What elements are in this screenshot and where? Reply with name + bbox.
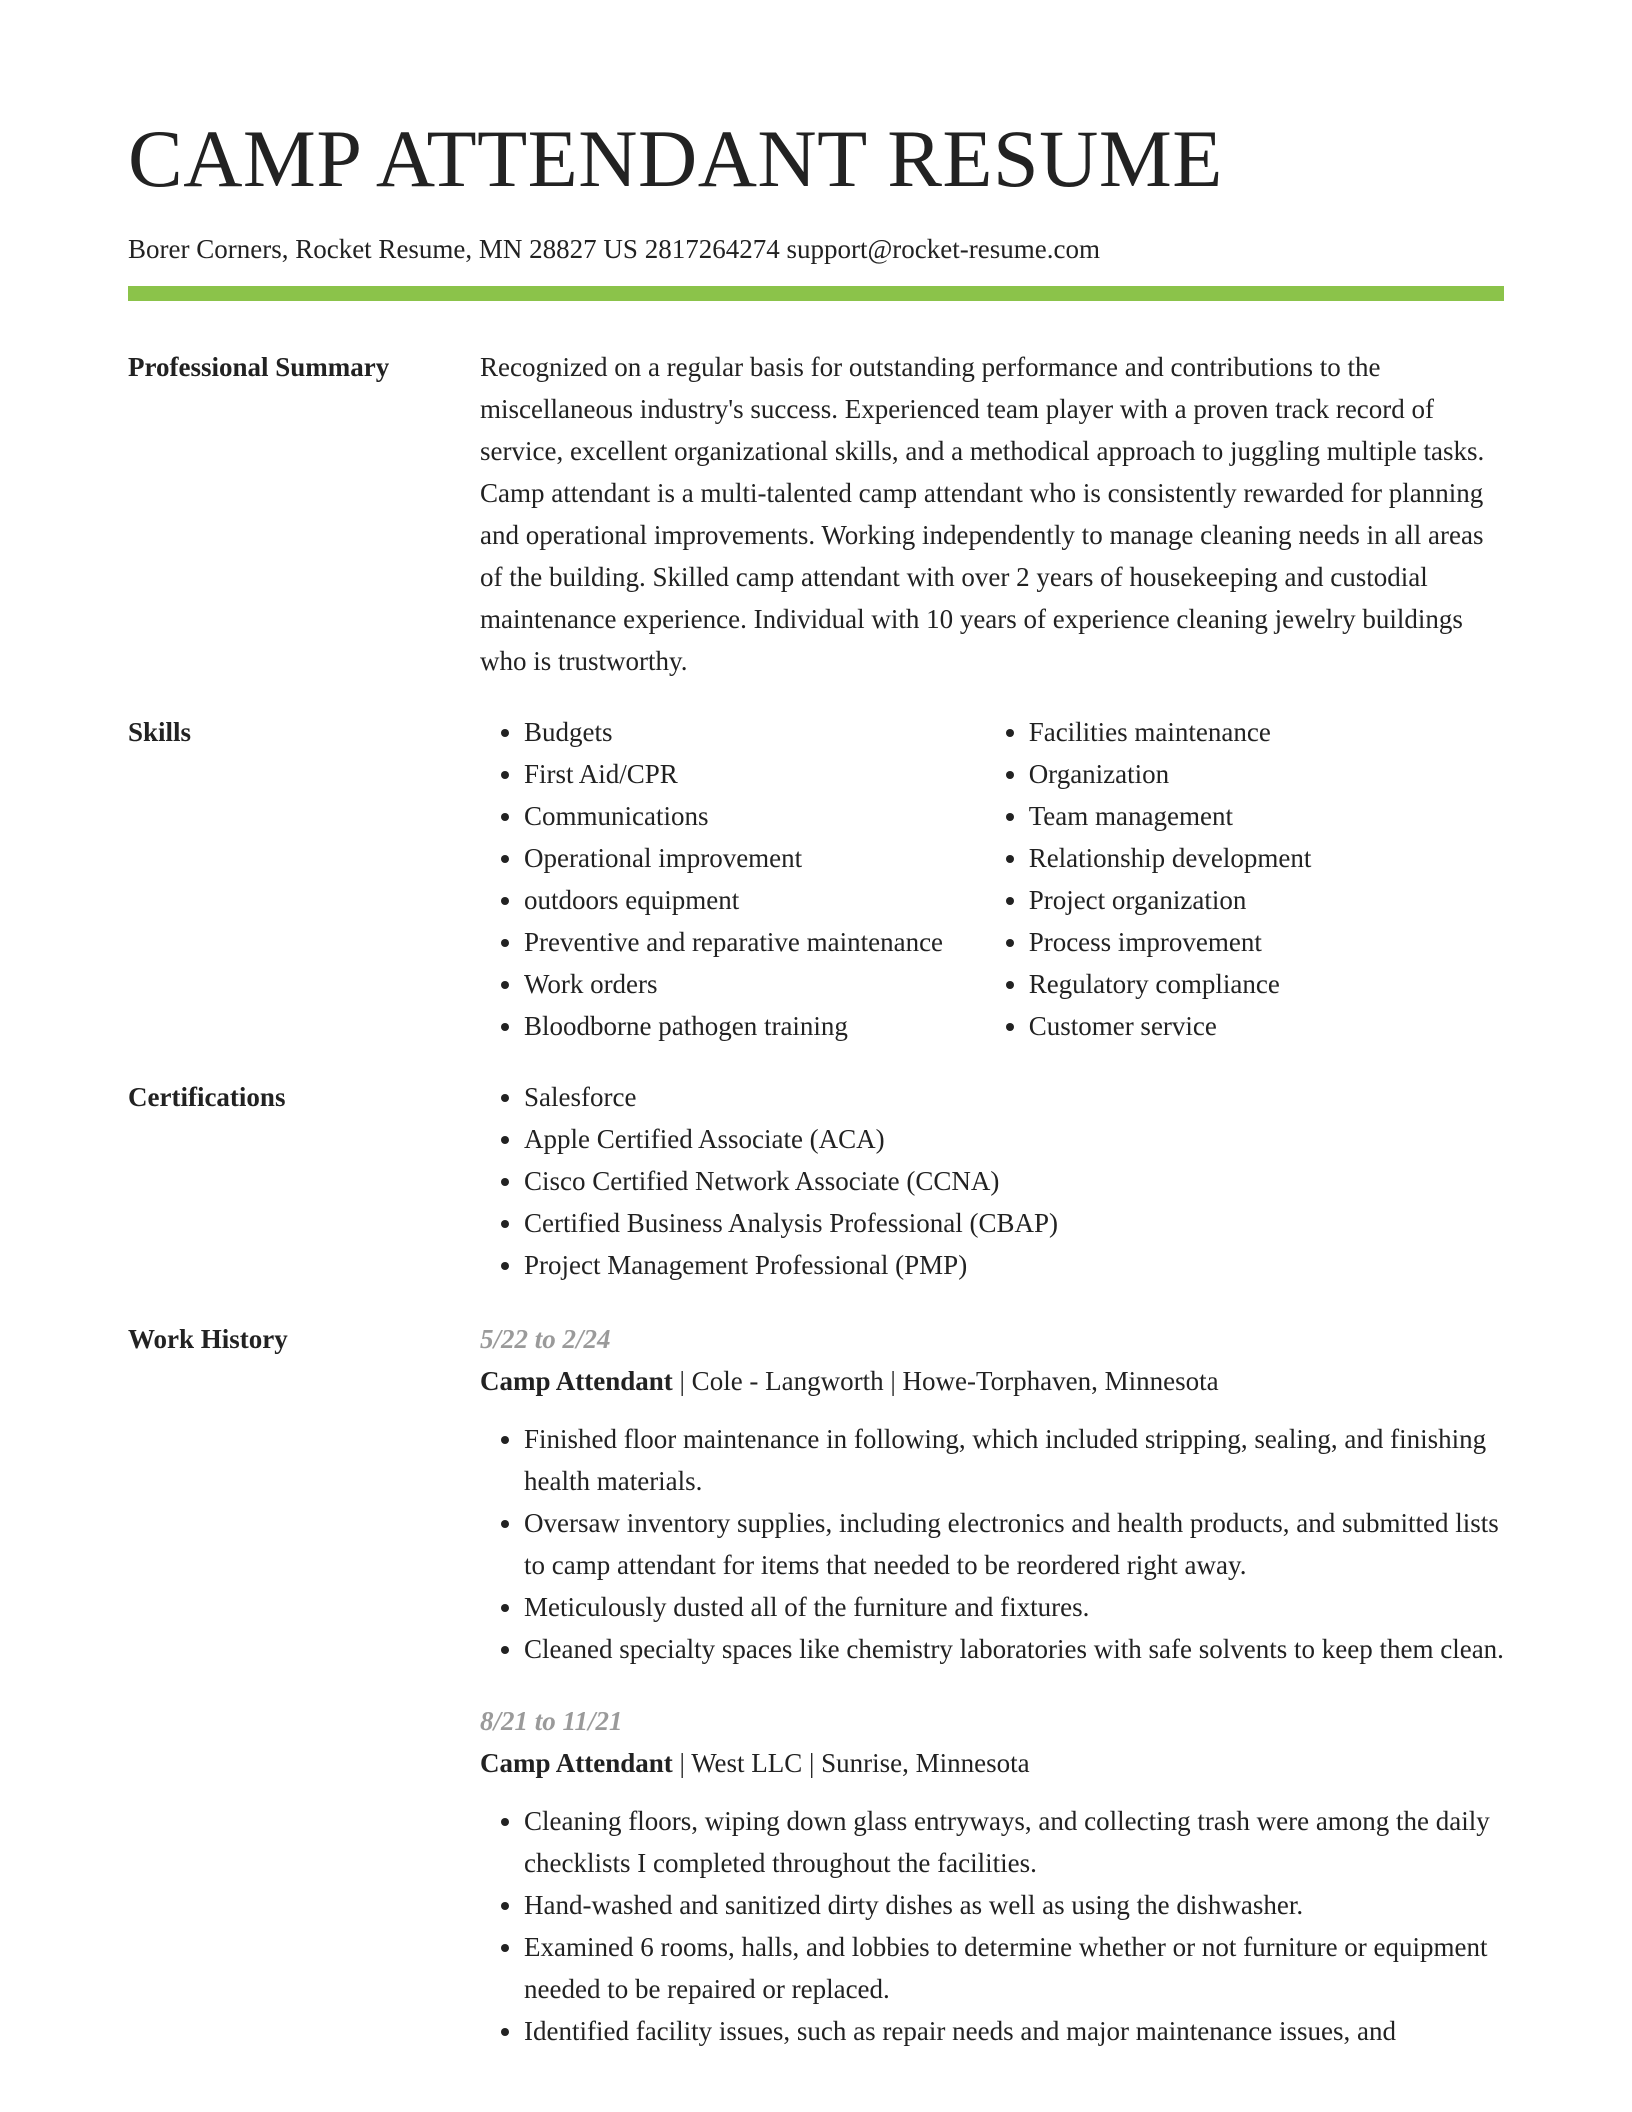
certifications-body bbox=[480, 1076, 1504, 1286]
skill-item: • First Aid/CPR bbox=[524, 753, 985, 795]
certification-item: • Salesforce bbox=[524, 1076, 1504, 1118]
summary-label: Professional Summary bbox=[128, 352, 390, 382]
skill-item: • Operational improvement bbox=[524, 837, 985, 879]
resume-title: CAMP ATTENDANT RESUME bbox=[128, 113, 1223, 204]
job-heading bbox=[480, 1742, 1504, 1784]
job-dates: 5/22 to 2/24 bbox=[480, 1324, 611, 1354]
certification-item: • Cisco Certified Network Associate (CCNA) bbox=[524, 1160, 1504, 1202]
skill-item: • Process improvement bbox=[1029, 921, 1504, 963]
job-bullets bbox=[480, 1418, 1504, 1670]
skill-item: • Customer service bbox=[1029, 1005, 1504, 1047]
skills-list-left bbox=[480, 711, 985, 1047]
skill-item: • Organization bbox=[1029, 753, 1504, 795]
job-entry bbox=[480, 1700, 1504, 2052]
job-bullet: • Meticulously dusted all of the furniture and fixtures. bbox=[524, 1586, 1504, 1628]
job-bullet: • Oversaw inventory supplies, including electronics and health products, and submitted lists to camp attendant for items that needed to be reordered right away. bbox=[524, 1502, 1504, 1586]
skill-item: • Preventive and reparative maintenance bbox=[524, 921, 985, 963]
job-bullets bbox=[480, 1800, 1504, 2052]
accent-divider bbox=[128, 286, 1504, 301]
job-title: Camp Attendant bbox=[480, 1366, 673, 1396]
skill-item: • Relationship development bbox=[1029, 837, 1504, 879]
job-entry bbox=[480, 1318, 1504, 1670]
job-bullet: • Examined 6 rooms, halls, and lobbies to determine whether or not furniture or equipment needed to be repaired or replaced. bbox=[524, 1926, 1504, 2010]
job-dates: 8/21 to 11/21 bbox=[480, 1706, 623, 1736]
job-details: | West LLC | Sunrise, Minnesota bbox=[672, 1748, 1030, 1778]
skills-label: Skills bbox=[128, 717, 192, 747]
work-history-label: Work History bbox=[128, 1324, 288, 1354]
job-details: | Cole - Langworth | Howe-Torphaven, Minnesota bbox=[672, 1366, 1219, 1396]
work-history-body bbox=[480, 1318, 1504, 2082]
job-bullet: • Cleaning floors, wiping down glass entryways, and collecting trash were among the daily checklists I completed throughout the facilities. bbox=[524, 1800, 1504, 1884]
summary-body bbox=[480, 346, 1504, 682]
skill-item: • Budgets bbox=[524, 711, 985, 753]
skill-item: • Regulatory compliance bbox=[1029, 963, 1504, 1005]
skill-item: • Communications bbox=[524, 795, 985, 837]
contact-line: Borer Corners, Rocket Resume, MN 28827 US 2817264274 support@rocket-resume.com bbox=[128, 234, 1100, 264]
certifications-label: Certifications bbox=[128, 1082, 286, 1112]
summary-text: Recognized on a regular basis for outstanding performance and contributions to the miscellaneous industry's success. Experienced team player with a proven track record of service, excellent organizational skills, and a methodical approach to juggling multiple tasks. Camp attendant is a multi-talented camp attendant who is consistently rewarded for planning and operational improvements. Working independently to manage cleaning needs in all areas of the building. Skilled camp attendant with over 2 years of housekeeping and custodial maintenance experience. Individual with 10 years of experience cleaning jewelry buildings who is trustworthy. bbox=[480, 352, 1485, 676]
job-title: Camp Attendant bbox=[480, 1748, 673, 1778]
job-bullet: • Identified facility issues, such as repair needs and major maintenance issues, and bbox=[524, 2010, 1504, 2052]
skill-item: • Bloodborne pathogen training bbox=[524, 1005, 985, 1047]
certification-item: • Certified Business Analysis Professional (CBAP) bbox=[524, 1202, 1504, 1244]
skills-list-right bbox=[985, 711, 1504, 1047]
job-bullet: • Hand-washed and sanitized dirty dishes as well as using the dishwasher. bbox=[524, 1884, 1504, 1926]
job-heading bbox=[480, 1360, 1504, 1402]
certifications-list bbox=[480, 1076, 1504, 1286]
skill-item: • outdoors equipment bbox=[524, 879, 985, 921]
job-bullet: • Finished floor maintenance in following, which included stripping, sealing, and finishing health materials. bbox=[524, 1418, 1504, 1502]
certification-item: • Project Management Professional (PMP) bbox=[524, 1244, 1504, 1286]
skill-item: • Team management bbox=[1029, 795, 1504, 837]
job-bullet: • Cleaned specialty spaces like chemistry laboratories with safe solvents to keep them clean. bbox=[524, 1628, 1504, 1670]
skill-item: • Facilities maintenance bbox=[1029, 711, 1504, 753]
skill-item: • Project organization bbox=[1029, 879, 1504, 921]
certification-item: • Apple Certified Associate (ACA) bbox=[524, 1118, 1504, 1160]
skills-body bbox=[480, 711, 1504, 1047]
skill-item: • Work orders bbox=[524, 963, 985, 1005]
